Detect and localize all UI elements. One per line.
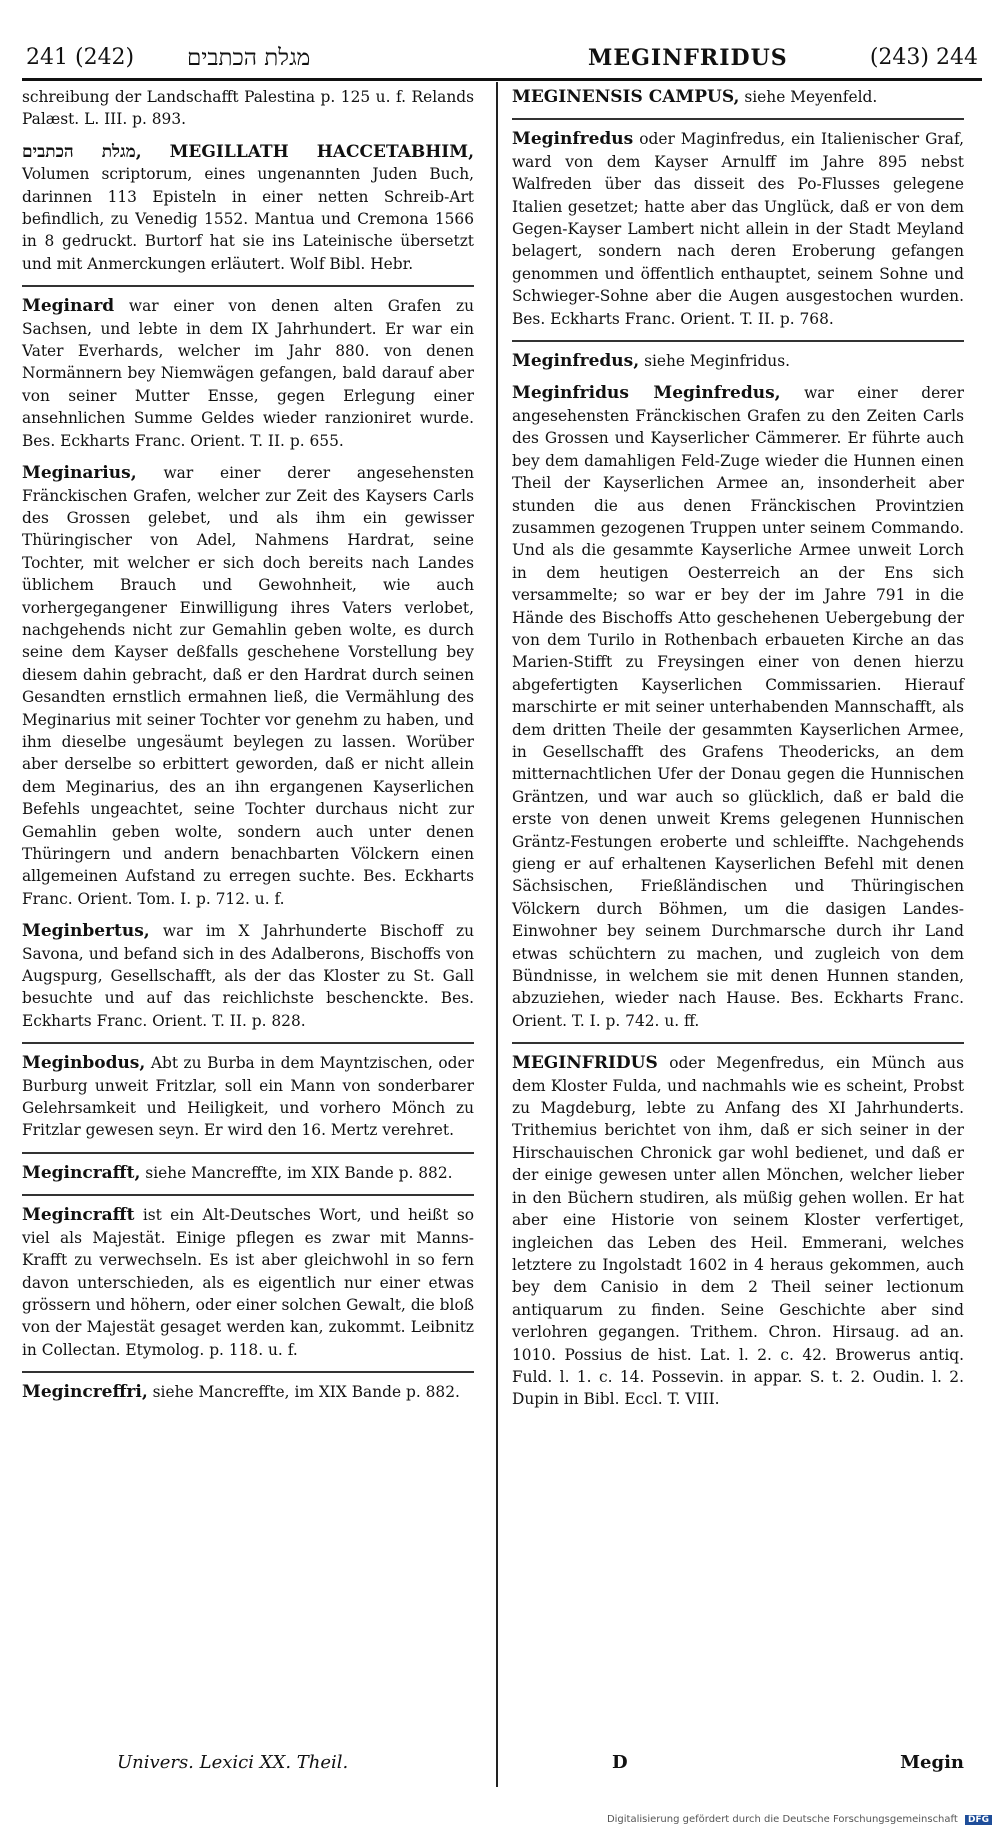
entry-headword: מגלת הכתבים, MEGILLATH HACCETABHIM, xyxy=(22,141,474,162)
dfg-logo: DFG xyxy=(965,1815,992,1825)
entry xyxy=(22,1381,474,1403)
column-divider xyxy=(496,82,498,1787)
entry-divider xyxy=(22,1042,474,1044)
entry xyxy=(512,128,964,330)
right-column xyxy=(512,86,964,1421)
entry-text: Abt zu Burba in dem Mayntzischen, oder Burburg unweit Fritzlar, soll ein Mann von sonderbarer Gelehrsamkeit und Heiligkeit, und vorhero Mönch zu Fritzlar gewesen seyn. Er wird den 16. Mertz verehret. xyxy=(22,1054,474,1140)
entry xyxy=(512,86,964,108)
entry-text: oder Megenfredus, ein Münch aus dem Kloster Fulda, und nachmahls wie es scheint, Probst zu Magdeburg, lebte zu Anfang des XI Jahrhunderts. Trithemius berichtet von ihm, daß er sich seiner in der Hirschauischen Chronick gar wohl bedienet, und daß er der einige gewesen unter allen Mönchen, welcher lieber in den Büchern studiren, als müßig gehen wollen. Er hat aber eine Historie von seinem Kloster verfertiget, ingleichen das Leben des Heil. Emmerani, welches letztere zu Ingolstadt 1602 in 4 heraus gekommen, auch bey dem Canisio in dem 2 Theil seiner lectionum antiquarum zu finden. Seine Geschichte aber sind verlohren gegangen. Trithem. Chron. Hirsaug. ad an. 1010. Possius de hist. Lat. l. 2. c. 42. Browerus antiq. Fuld. l. 1. c. 14. Possevin. in appar. S. t. 2. Oudin. l. 2. Dupin in Bibl. Eccl. T. VIII. xyxy=(512,1054,964,1409)
catchword: Megin xyxy=(900,1752,964,1773)
entry xyxy=(512,1052,964,1411)
entry xyxy=(22,1052,474,1142)
entry xyxy=(22,86,474,131)
entry xyxy=(22,295,474,452)
entry-text: siehe Mancreffte, im XIX Bande p. 882. xyxy=(152,1383,460,1402)
entry-divider xyxy=(22,1194,474,1196)
entry-headword: Meginbodus, xyxy=(22,1053,146,1074)
entry-headword: Meginfredus, xyxy=(512,351,640,372)
entry-headword: Meginfredus xyxy=(512,129,634,150)
volume-note: Univers. Lexici XX. Theil. xyxy=(117,1752,349,1773)
entry-divider xyxy=(512,1042,964,1044)
entry-headword: Meginfridus Meginfredus, xyxy=(512,383,781,404)
entry-headword: Meginarius, xyxy=(22,463,137,484)
entry xyxy=(22,1162,474,1184)
entry-headword: Meginbertus, xyxy=(22,921,150,942)
entry-divider xyxy=(22,1152,474,1154)
entry-divider xyxy=(512,118,964,120)
header-right-page-numbers: (243) 244 xyxy=(869,45,978,70)
header-left-page-numbers: 241 (242) xyxy=(26,45,135,70)
entry-text: ist ein Alt-Deutsches Wort, und heißt so viel als Majestät. Einige pflegen es zwar mit Manns-Krafft zu verwechseln. Es ist aber gleichwohl in so fern davon unterschieden, als es eigentlich nur einer etwas grössern und höhern, oder einer solchen Gewalt, die bloß von der Majestät gesaget werden kan, zukommt. Leibnitz in Collectan. Etymolog. p. 118. u. f. xyxy=(22,1206,474,1359)
page-header xyxy=(22,38,982,78)
entry-text: siehe Meyenfeld. xyxy=(744,88,878,106)
entry-text: Volumen scriptorum, eines ungenannten Juden Buch, darinnen 113 Episteln in einer netten Schreib-Art befindlich, zu Venedig 1552. Mantua und Cremona 1566 in 8 gedruckt. Burtorf hat sie ins Lateinische übersetzt und mit Anmerckungen erläutert. Wolf Bibl. Hebr. xyxy=(22,165,474,273)
entry-text: war einer derer angesehensten Fränckischen Grafen zu den Zeiten Carls des Grossen und Kayserlicher Cämmerer. Er führte auch bey dem damahligen Feld-Zuge wieder die Hunnen einen Theil der Kayserlichen Armee an, insonderheit aber stunden die aus denen Fränckischen Provintzien zusammen gezogenen Truppen unter seinem Commando. Und als die gesammte Kayserliche Armee unweit Lorch in dem heutigen Oesterreich an der Ens sich versammelte; so war er bey der im Jahre 791 in die Hände des Bischoffs Atto geschehenen Uebergebung der von dem Turilo in Rothenbach erbaueten Kirche an das Marien-Stifft zu Freysingen einer von denen hierzu abgefertigten Kayserlichen Commissarien. Hierauf marschirte er mit seiner unterhabenden Mannschafft, als dem dritten Theile der gesammten Kayserlichen Armee, in Gesellschafft des Grafens Theodericks, an dem mitternachtlichen Ufer der Donau gegen die Hunnischen Gräntzen, und war auch so glücklich, daß er bald die erste von denen unweit Krems gelegenen Hunnischen Gräntz-Festungen eroberte und schleiffte. Nachgehends gieng er auf erhaltenen Kayserlichen Befehl mit denen Sächsischen, Frießländischen und Thüringischen Völckern durch Böhmen, um die dasigen Landes-Einwohner bey seinem Durchmarsche durch ihr Land etwas schüchtern zu machen, und zugleich von dem Bündnisse, in welchem sie mit denen Hunnen standen, abzuziehen, wieder nach Hause. Bes. Eckharts Franc. Orient. T. I. p. 742. u. ff. xyxy=(512,384,964,1030)
entry-headword: Megincrafft xyxy=(22,1205,135,1226)
entry-divider xyxy=(22,1371,474,1373)
entry xyxy=(22,141,474,275)
entry-text: war einer von denen alten Grafen zu Sachsen, und lebte in dem IX Jahrhundert. Er war ein Vater Everhards, welcher im Jahr 880. von denen Normännern bey Niemwägen gefangen, bald darauf aber von seiner Mutter Ensse, gegen Erlegung einer ansehnlichen Summe Geldes wieder ranzioniret wurde. Bes. Eckharts Franc. Orient. T. II. p. 655. xyxy=(22,297,474,450)
entry-headword: Megincrafft, xyxy=(22,1162,141,1183)
entry-headword: Megincreffri, xyxy=(22,1382,148,1403)
entry-headword: Meginard xyxy=(22,296,115,317)
entry xyxy=(22,462,474,910)
entry xyxy=(22,1204,474,1361)
left-column xyxy=(22,86,474,1414)
dictionary-page xyxy=(22,38,982,1788)
header-running-title: MEGINFRIDUS xyxy=(588,45,788,71)
signature-mark: D xyxy=(612,1752,628,1773)
entry-text: siehe Meginfridus. xyxy=(644,352,791,371)
digitization-note: Digitalisierung gefördert durch die Deutsche Forschungsgemeinschaft xyxy=(606,1814,958,1825)
entry-divider xyxy=(22,285,474,287)
entry-text: war einer derer angesehensten Fränckischen Grafen, welcher zur Zeit des Kaysers Carls des Grossen gelebet, und als ihm ein gewisser Thüringischer von Adel, Nahmens Hardrat, seine Tochter, mit welcher er sich doch bereits nach Landes üblichem Brauch und Gewohnheit, wie auch vorhergegangener Einwilligung ihres Vaters verlobet, nachgehends nicht zur Gemahlin geben wolte, es durch seine dem Kayser deßfalls geschehene Vorstellung bey diesem dahin gebracht, daß er den Hardrat durch seinen Gesandten ernstlich ermahnen ließ, die Vermählung des Meginarius mit seiner Tochter vor genehm zu haben, und ihm dieselbe ungesäumt beylegen zu lassen. Worüber aber derselbe so erbittert geworden, daß er nicht allein dem Meginarius, des an ihn ergangenen Kayserlichen Befehls ungeachtet, seine Tochter durchaus nicht zur Gemahlin geben wolte, sondern auch unter denen Thüringern und andern benachbarten Völckern einen allgemeinen Aufstand zu erregen suchte. Bes. Eckharts Franc. Orient. Tom. I. p. 712. u. f. xyxy=(22,464,474,908)
entry-text: siehe Mancreffte, im XIX Bande p. 882. xyxy=(145,1163,453,1182)
entry-text: schreibung der Landschafft Palestina p. 125 u. f. Relands Palæst. L. III. p. 893. xyxy=(22,88,474,129)
page-footer xyxy=(22,1748,982,1778)
digitization-credit xyxy=(607,1814,992,1825)
header-rule xyxy=(22,78,982,81)
entry-headword: MEGINENSIS CAMPUS, xyxy=(512,87,740,107)
entry-text: war im X Jahrhunderte Bischoff zu Savona, und befand sich in des Adalberons, Bischoffs von Augspurg, Gesellschafft, als der das Kloster zu St. Gall besuchte und auf das reichlichste beschenckte. Bes. Eckharts Franc. Orient. T. II. p. 828. xyxy=(22,922,474,1030)
header-hebrew-title: מגלת הכתבים xyxy=(187,45,311,71)
entry xyxy=(22,920,474,1032)
entry xyxy=(512,382,964,1032)
entry-headword: MEGINFRIDUS xyxy=(512,1053,658,1074)
entry-divider xyxy=(512,340,964,342)
entry xyxy=(512,350,964,372)
entry-text: oder Maginfredus, ein Italienischer Graf, ward von dem Kayser Arnulff im Jahre 895 nebst Walfreden über das disseit des Po-Flusses gelegene Italien gesetzet; hatte aber das Unglück, daß er von dem Gegen-Kayser Lambert nicht allein in der Stadt Meyland belagert, sondern nach deren Eroberung gefangen genommen und öffentlich enthauptet, seinem Sohne und Schwieger-Sohne aber die Augen ausgestochen wurden. Bes. Eckharts Franc. Orient. T. II. p. 768. xyxy=(512,130,964,328)
